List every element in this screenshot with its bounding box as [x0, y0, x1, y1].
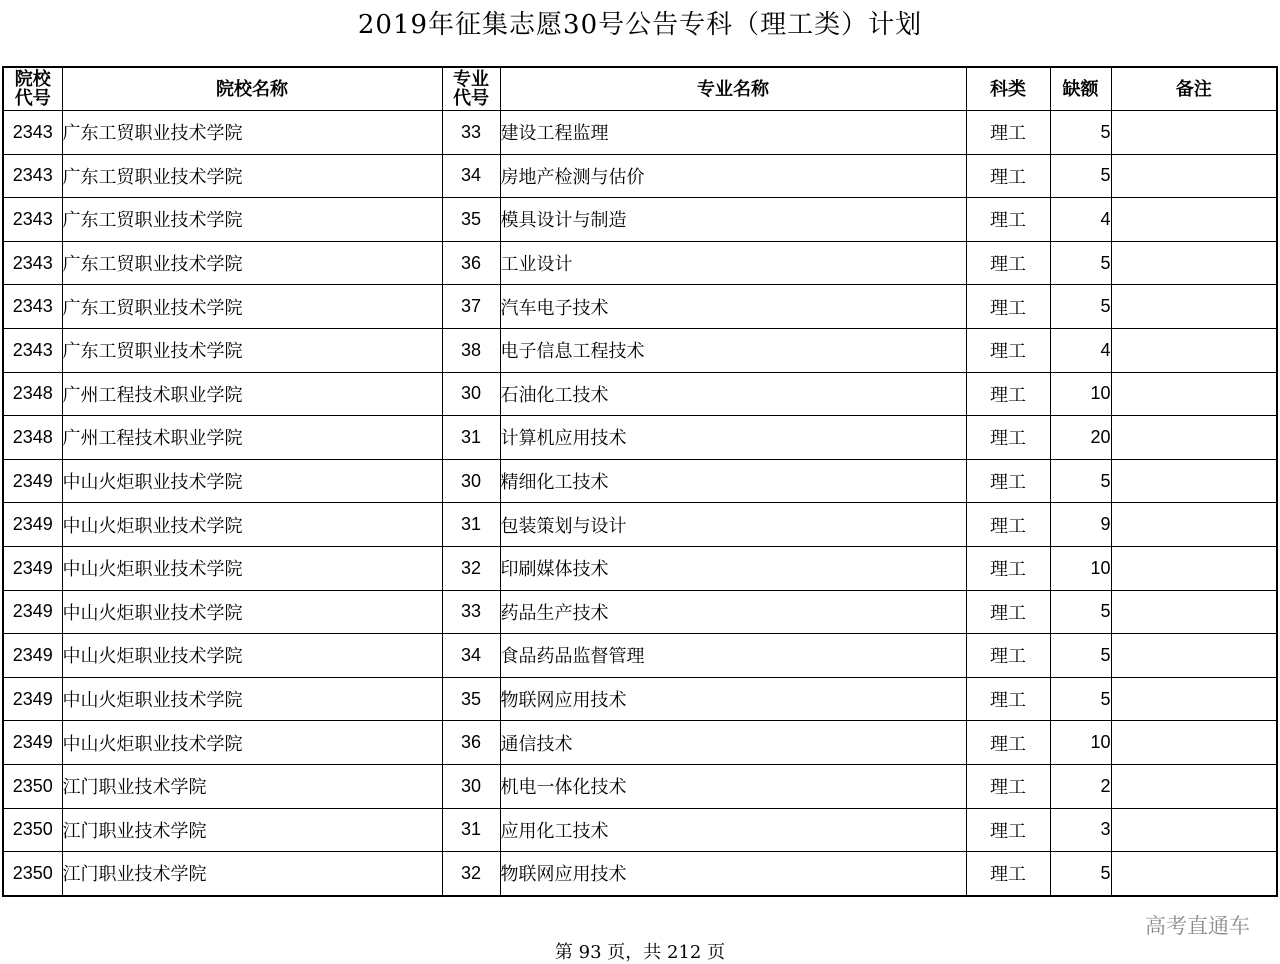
cell-school-name: 广州工程技术职业学院 — [62, 372, 442, 416]
cell-major-code: 35 — [442, 198, 500, 242]
table-row — [3, 285, 1277, 329]
cell-note — [1111, 808, 1277, 852]
cell-major-name: 药品生产技术 — [500, 590, 966, 634]
cell-major-code: 30 — [442, 764, 500, 808]
cell-major-code: 30 — [442, 459, 500, 503]
cell-school-name: 广东工贸职业技术学院 — [62, 328, 442, 372]
cell-note — [1111, 590, 1277, 634]
cell-school-code: 2348 — [3, 372, 62, 416]
table-row — [3, 154, 1277, 198]
cell-major-name: 建设工程监理 — [500, 111, 966, 155]
cell-note — [1111, 198, 1277, 242]
cell-school-code: 2349 — [3, 503, 62, 547]
cell-quota: 5 — [1050, 852, 1111, 896]
table-row — [3, 590, 1277, 634]
header-quota: 缺额 — [1050, 67, 1111, 111]
page-title: 2019年征集志愿30号公告专科（理工类）计划 — [357, 10, 923, 40]
cell-school-code: 2343 — [3, 198, 62, 242]
cell-category: 理工 — [966, 459, 1050, 503]
cell-school-name: 中山火炬职业技术学院 — [62, 546, 442, 590]
cell-school-name: 广东工贸职业技术学院 — [62, 285, 442, 329]
cell-school-name: 中山火炬职业技术学院 — [62, 590, 442, 634]
cell-school-code: 2350 — [3, 764, 62, 808]
cell-major-code: 32 — [442, 546, 500, 590]
cell-category: 理工 — [966, 546, 1050, 590]
cell-school-code: 2349 — [3, 721, 62, 765]
cell-quota: 10 — [1050, 546, 1111, 590]
cell-major-name: 计算机应用技术 — [500, 416, 966, 460]
table-row — [3, 372, 1277, 416]
cell-school-name: 江门职业技术学院 — [62, 852, 442, 896]
cell-note — [1111, 459, 1277, 503]
cell-major-name: 物联网应用技术 — [500, 852, 966, 896]
cell-major-name: 房地产检测与估价 — [500, 154, 966, 198]
cell-category: 理工 — [966, 328, 1050, 372]
table-row — [3, 111, 1277, 155]
cell-note — [1111, 852, 1277, 896]
table-row — [3, 764, 1277, 808]
cell-major-code: 35 — [442, 677, 500, 721]
cell-quota: 5 — [1050, 154, 1111, 198]
cell-quota: 20 — [1050, 416, 1111, 460]
cell-note — [1111, 111, 1277, 155]
cell-major-code: 31 — [442, 416, 500, 460]
table-row — [3, 198, 1277, 242]
cell-major-code: 34 — [442, 154, 500, 198]
header-school-code: 院校代号 — [3, 67, 62, 111]
cell-school-name: 中山火炬职业技术学院 — [62, 459, 442, 503]
cell-school-name: 广东工贸职业技术学院 — [62, 154, 442, 198]
cell-note — [1111, 764, 1277, 808]
cell-quota: 10 — [1050, 721, 1111, 765]
cell-category: 理工 — [966, 416, 1050, 460]
cell-quota: 5 — [1050, 241, 1111, 285]
cell-school-code: 2350 — [3, 808, 62, 852]
cell-category: 理工 — [966, 372, 1050, 416]
cell-major-code: 36 — [442, 241, 500, 285]
cell-category: 理工 — [966, 808, 1050, 852]
table-row — [3, 808, 1277, 852]
cell-category: 理工 — [966, 852, 1050, 896]
cell-note — [1111, 503, 1277, 547]
cell-quota: 5 — [1050, 285, 1111, 329]
table-row — [3, 677, 1277, 721]
cell-school-name: 江门职业技术学院 — [62, 808, 442, 852]
cell-category: 理工 — [966, 764, 1050, 808]
cell-major-code: 33 — [442, 590, 500, 634]
cell-school-name: 广东工贸职业技术学院 — [62, 241, 442, 285]
cell-note — [1111, 241, 1277, 285]
header-note: 备注 — [1111, 67, 1277, 111]
cell-school-code: 2343 — [3, 111, 62, 155]
cell-note — [1111, 634, 1277, 678]
cell-major-name: 电子信息工程技术 — [500, 328, 966, 372]
cell-note — [1111, 372, 1277, 416]
cell-quota: 4 — [1050, 198, 1111, 242]
watermark: 高考直通车 — [1145, 914, 1250, 938]
cell-school-code: 2343 — [3, 154, 62, 198]
cell-school-name: 中山火炬职业技术学院 — [62, 634, 442, 678]
cell-major-name: 食品药品监督管理 — [500, 634, 966, 678]
cell-school-name: 中山火炬职业技术学院 — [62, 503, 442, 547]
cell-school-name: 广东工贸职业技术学院 — [62, 111, 442, 155]
cell-major-code: 36 — [442, 721, 500, 765]
cell-category: 理工 — [966, 241, 1050, 285]
cell-quota: 5 — [1050, 590, 1111, 634]
table-row — [3, 416, 1277, 460]
cell-major-code: 34 — [442, 634, 500, 678]
cell-school-code: 2350 — [3, 852, 62, 896]
cell-school-name: 江门职业技术学院 — [62, 764, 442, 808]
cell-major-name: 印刷媒体技术 — [500, 546, 966, 590]
table-row — [3, 328, 1277, 372]
cell-quota: 10 — [1050, 372, 1111, 416]
cell-quota: 2 — [1050, 764, 1111, 808]
cell-note — [1111, 677, 1277, 721]
cell-major-name: 物联网应用技术 — [500, 677, 966, 721]
cell-major-name: 应用化工技术 — [500, 808, 966, 852]
cell-note — [1111, 328, 1277, 372]
cell-major-name: 通信技术 — [500, 721, 966, 765]
cell-category: 理工 — [966, 634, 1050, 678]
header-school-name: 院校名称 — [62, 67, 442, 111]
cell-category: 理工 — [966, 285, 1050, 329]
cell-major-code: 32 — [442, 852, 500, 896]
cell-major-code: 38 — [442, 328, 500, 372]
cell-major-name: 精细化工技术 — [500, 459, 966, 503]
page-footer: 第 93 页，共 212 页 — [554, 942, 726, 963]
header-major-name: 专业名称 — [500, 67, 966, 111]
cell-note — [1111, 546, 1277, 590]
cell-note — [1111, 721, 1277, 765]
cell-category: 理工 — [966, 111, 1050, 155]
cell-quota: 5 — [1050, 677, 1111, 721]
table-row — [3, 852, 1277, 896]
table-row — [3, 721, 1277, 765]
cell-major-name: 石油化工技术 — [500, 372, 966, 416]
cell-major-name: 汽车电子技术 — [500, 285, 966, 329]
cell-school-code: 2343 — [3, 241, 62, 285]
table-row — [3, 503, 1277, 547]
cell-major-code: 31 — [442, 503, 500, 547]
cell-school-name: 广州工程技术职业学院 — [62, 416, 442, 460]
cell-category: 理工 — [966, 590, 1050, 634]
cell-major-code: 31 — [442, 808, 500, 852]
cell-note — [1111, 416, 1277, 460]
cell-school-code: 2349 — [3, 634, 62, 678]
table-row — [3, 241, 1277, 285]
cell-school-name: 中山火炬职业技术学院 — [62, 721, 442, 765]
cell-quota: 5 — [1050, 111, 1111, 155]
cell-quota: 4 — [1050, 328, 1111, 372]
cell-school-code: 2343 — [3, 285, 62, 329]
cell-major-code: 33 — [442, 111, 500, 155]
cell-school-code: 2348 — [3, 416, 62, 460]
cell-category: 理工 — [966, 677, 1050, 721]
cell-major-name: 工业设计 — [500, 241, 966, 285]
plan-table — [2, 66, 1278, 897]
cell-category: 理工 — [966, 721, 1050, 765]
cell-major-code: 30 — [442, 372, 500, 416]
header-major-code: 专业代号 — [442, 67, 500, 111]
cell-school-name: 中山火炬职业技术学院 — [62, 677, 442, 721]
cell-school-code: 2349 — [3, 590, 62, 634]
cell-note — [1111, 285, 1277, 329]
cell-category: 理工 — [966, 198, 1050, 242]
table-row — [3, 459, 1277, 503]
cell-quota: 5 — [1050, 459, 1111, 503]
cell-major-name: 包装策划与设计 — [500, 503, 966, 547]
cell-note — [1111, 154, 1277, 198]
table-header-row — [3, 67, 1277, 111]
header-category: 科类 — [966, 67, 1050, 111]
cell-major-code: 37 — [442, 285, 500, 329]
cell-school-name: 广东工贸职业技术学院 — [62, 198, 442, 242]
cell-quota: 9 — [1050, 503, 1111, 547]
cell-school-code: 2349 — [3, 459, 62, 503]
cell-major-name: 模具设计与制造 — [500, 198, 966, 242]
table-row — [3, 634, 1277, 678]
cell-category: 理工 — [966, 154, 1050, 198]
cell-major-name: 机电一体化技术 — [500, 764, 966, 808]
cell-category: 理工 — [966, 503, 1050, 547]
table-row — [3, 546, 1277, 590]
cell-school-code: 2343 — [3, 328, 62, 372]
cell-school-code: 2349 — [3, 677, 62, 721]
cell-quota: 5 — [1050, 634, 1111, 678]
cell-school-code: 2349 — [3, 546, 62, 590]
cell-quota: 3 — [1050, 808, 1111, 852]
